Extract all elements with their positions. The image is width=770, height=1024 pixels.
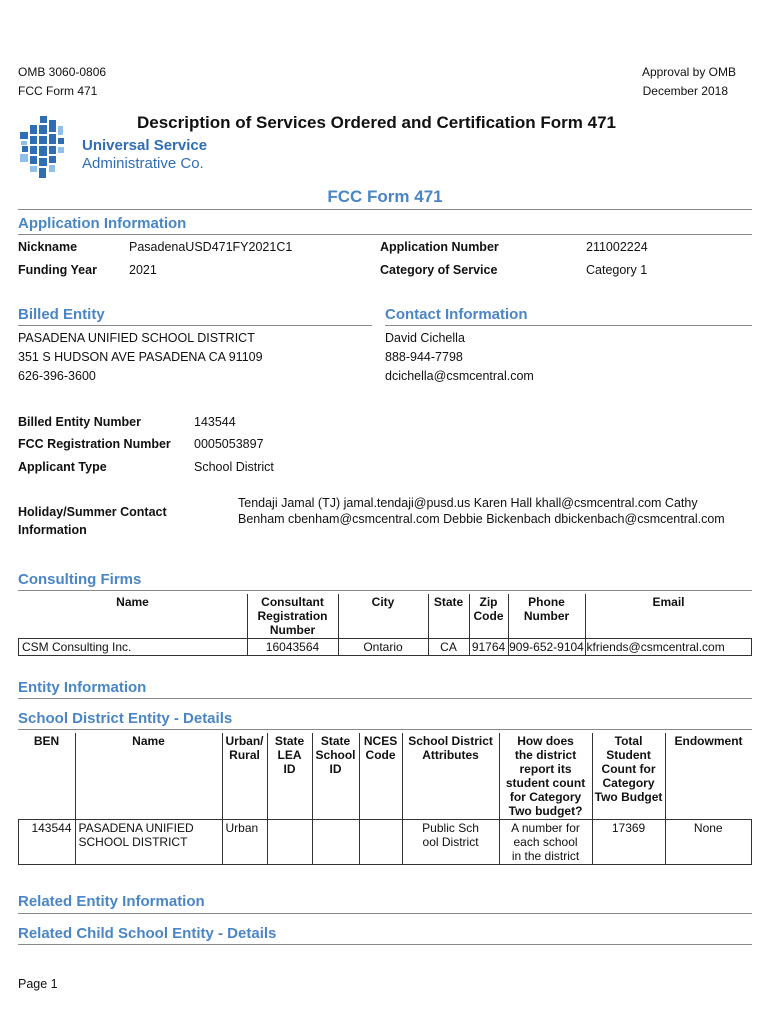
header-how-line-5: for Category xyxy=(509,790,582,804)
entity-information-heading: Entity Information xyxy=(18,679,147,696)
application-number-value: 211002224 xyxy=(586,240,648,254)
header-entity-name: Name xyxy=(75,733,222,820)
header-phone-line-2: Number xyxy=(523,609,570,623)
header-attr-line-2: Attributes xyxy=(422,748,479,762)
header-urban-rural xyxy=(222,733,267,820)
header-urban-line-2: Rural xyxy=(229,748,260,762)
header-school-line-2: School xyxy=(315,748,356,762)
entity-how-line-3: in the district xyxy=(511,849,580,863)
billed-entity-phone: 626-396-3600 xyxy=(18,369,96,383)
related-child-school-divider xyxy=(18,944,752,945)
table-row xyxy=(19,639,752,656)
billed-entity-address: 351 S HUDSON AVE PASADENA CA 91109 xyxy=(18,350,263,364)
school-district-entity-table xyxy=(18,733,752,865)
header-crn-line-3: Number xyxy=(269,623,316,637)
header-how-line-2: the district xyxy=(514,748,577,762)
approval-date: December 2018 xyxy=(642,84,728,98)
header-nces-line-2: Code xyxy=(365,748,396,762)
entity-how-line-1: A number for xyxy=(511,821,580,835)
header-endowment: Endowment xyxy=(665,733,751,820)
contact-divider xyxy=(385,325,752,326)
page-title: Description of Services Ordered and Certification Form 471 xyxy=(137,113,616,132)
header-attr-line-1: School District xyxy=(408,734,493,748)
header-nces-line-1: NCES xyxy=(363,734,398,748)
header-crn-line-1: Consultant xyxy=(261,595,324,609)
header-total-line-2: Student xyxy=(606,748,651,762)
header-how-line-4: student count xyxy=(505,776,586,790)
header-lea-line-1: State xyxy=(274,734,305,748)
header-ben: BEN xyxy=(19,733,76,820)
school-district-entity-divider xyxy=(18,729,752,730)
header-zip xyxy=(469,594,508,639)
usac-logo-icon xyxy=(16,114,80,184)
header-email: Email xyxy=(585,594,752,639)
header-how-line-3: report its xyxy=(519,762,572,776)
form-title-divider xyxy=(18,209,752,210)
entity-state-lea-id xyxy=(267,820,312,865)
billed-entity-heading: Billed Entity xyxy=(18,306,105,323)
funding-year-label: Funding Year xyxy=(18,263,97,277)
contact-name: David Cichella xyxy=(385,331,465,345)
billed-entity-number-label: Billed Entity Number xyxy=(18,415,141,429)
contact-email: dcichella@csmcentral.com xyxy=(385,369,534,383)
header-total-line-5: Two Budget xyxy=(594,790,663,804)
funding-year-value: 2021 xyxy=(129,263,157,277)
form-number: FCC Form 471 xyxy=(18,84,98,98)
header-name: Name xyxy=(19,594,248,639)
header-total-line-4: Category xyxy=(602,776,655,790)
header-how-line-6: Two budget? xyxy=(508,804,583,818)
header-state-lea-id xyxy=(267,733,312,820)
form-title: FCC Form 471 xyxy=(327,187,443,206)
holiday-contact-label-2: Information xyxy=(18,523,87,537)
header-city: City xyxy=(338,594,428,639)
related-child-school-heading: Related Child School Entity - Details xyxy=(18,925,277,942)
school-district-entity-heading: School District Entity - Details xyxy=(18,710,233,727)
entity-district-attributes xyxy=(402,820,499,865)
page-number: Page 1 xyxy=(18,977,58,991)
related-entity-heading: Related Entity Information xyxy=(18,893,205,910)
header-crn-line-2: Registration xyxy=(257,609,328,623)
applicant-type-label: Applicant Type xyxy=(18,460,107,474)
entity-name xyxy=(75,820,222,865)
header-lea-line-2: LEA ID xyxy=(277,748,302,776)
billed-entity-name: PASADENA UNIFIED SCHOOL DISTRICT xyxy=(18,331,255,345)
table-header-row xyxy=(19,733,752,820)
entity-total-student-count: 17369 xyxy=(592,820,665,865)
table-row xyxy=(19,820,752,865)
entity-ben: 143544 xyxy=(19,820,76,865)
category-value: Category 1 xyxy=(586,263,648,277)
consultant-city: Ontario xyxy=(338,639,428,656)
header-how-line-1: How does xyxy=(517,734,574,748)
fcc-registration-value: 0005053897 xyxy=(194,437,264,451)
consulting-firms-heading: Consulting Firms xyxy=(18,571,142,588)
entity-attr-line-1: Public Sch xyxy=(422,821,479,835)
entity-endowment: None xyxy=(665,820,751,865)
related-entity-divider xyxy=(18,913,752,914)
holiday-contact-line-1: Tendaji Jamal (TJ) jamal.tendaji@pusd.us Karen Hall khall@csmcentral.com Cathy xyxy=(238,496,698,510)
entity-name-line-2: SCHOOL DISTRICT xyxy=(78,835,188,849)
nickname-value: PasadenaUSD471FY2021C1 xyxy=(129,240,293,254)
billed-entity-number-value: 143544 xyxy=(194,415,236,429)
entity-name-line-1: PASADENA UNIFIED xyxy=(78,821,194,835)
holiday-contact-line-2: Benham cbenham@csmcentral.com Debbie Bickenbach dbickenbach@csmcentral.com xyxy=(238,512,725,526)
entity-information-divider xyxy=(18,698,752,699)
header-school-line-1: State xyxy=(320,734,351,748)
header-phone-line-1: Phone xyxy=(528,595,565,609)
logo-line-2: Administrative Co. xyxy=(82,155,204,172)
table-header-row xyxy=(19,594,752,639)
header-state-school-id xyxy=(312,733,359,820)
consulting-firms-table xyxy=(18,594,752,656)
consultant-name: CSM Consulting Inc. xyxy=(19,639,248,656)
entity-how-line-2: each school xyxy=(513,835,578,849)
header-urban-line-1: Urban/ xyxy=(225,734,264,748)
consultant-crn: 16043564 xyxy=(247,639,338,656)
entity-urban-rural: Urban xyxy=(222,820,267,865)
nickname-label: Nickname xyxy=(18,240,78,254)
header-student-count-method xyxy=(499,733,592,820)
application-information-heading: Application Information xyxy=(18,215,187,232)
header-district-attributes xyxy=(402,733,499,820)
omb-number: OMB 3060-0806 xyxy=(18,65,107,79)
category-label: Category of Service xyxy=(380,263,498,277)
billed-entity-divider xyxy=(18,325,372,326)
consultant-phone: 909-652-9104 xyxy=(509,640,584,654)
application-number-label: Application Number xyxy=(380,240,499,254)
approval-text: Approval by OMB xyxy=(641,65,736,79)
entity-attr-line-2: ool District xyxy=(422,835,479,849)
header-total-line-1: Total xyxy=(614,734,643,748)
entity-nces-code xyxy=(359,820,402,865)
header-phone xyxy=(508,594,585,639)
contact-information-heading: Contact Information xyxy=(385,306,528,323)
contact-phone: 888-944-7798 xyxy=(385,350,463,364)
logo-line-1: Universal Service xyxy=(82,137,208,154)
consultant-email: kfriends@csmcentral.com xyxy=(585,639,752,656)
consulting-firms-divider xyxy=(18,590,752,591)
header-consultant-registration xyxy=(247,594,338,639)
applicant-type-value: School District xyxy=(194,460,274,474)
entity-student-count-method xyxy=(499,820,592,865)
header-total-line-3: Count for xyxy=(601,762,656,776)
entity-state-school-id xyxy=(312,820,359,865)
header-total-student-count xyxy=(592,733,665,820)
header-state: State xyxy=(428,594,469,639)
header-nces-code xyxy=(359,733,402,820)
holiday-contact-label-1: Holiday/Summer Contact xyxy=(18,505,167,519)
consultant-zip: 91764 xyxy=(469,639,508,656)
header-zip-line-2: Code xyxy=(473,609,504,623)
usac-logo xyxy=(16,114,80,184)
fcc-registration-label: FCC Registration Number xyxy=(18,437,171,451)
header-school-line-3: ID xyxy=(329,762,342,776)
application-information-divider xyxy=(18,234,752,235)
header-zip-line-1: Zip xyxy=(479,595,498,609)
consultant-state: CA xyxy=(428,639,469,656)
